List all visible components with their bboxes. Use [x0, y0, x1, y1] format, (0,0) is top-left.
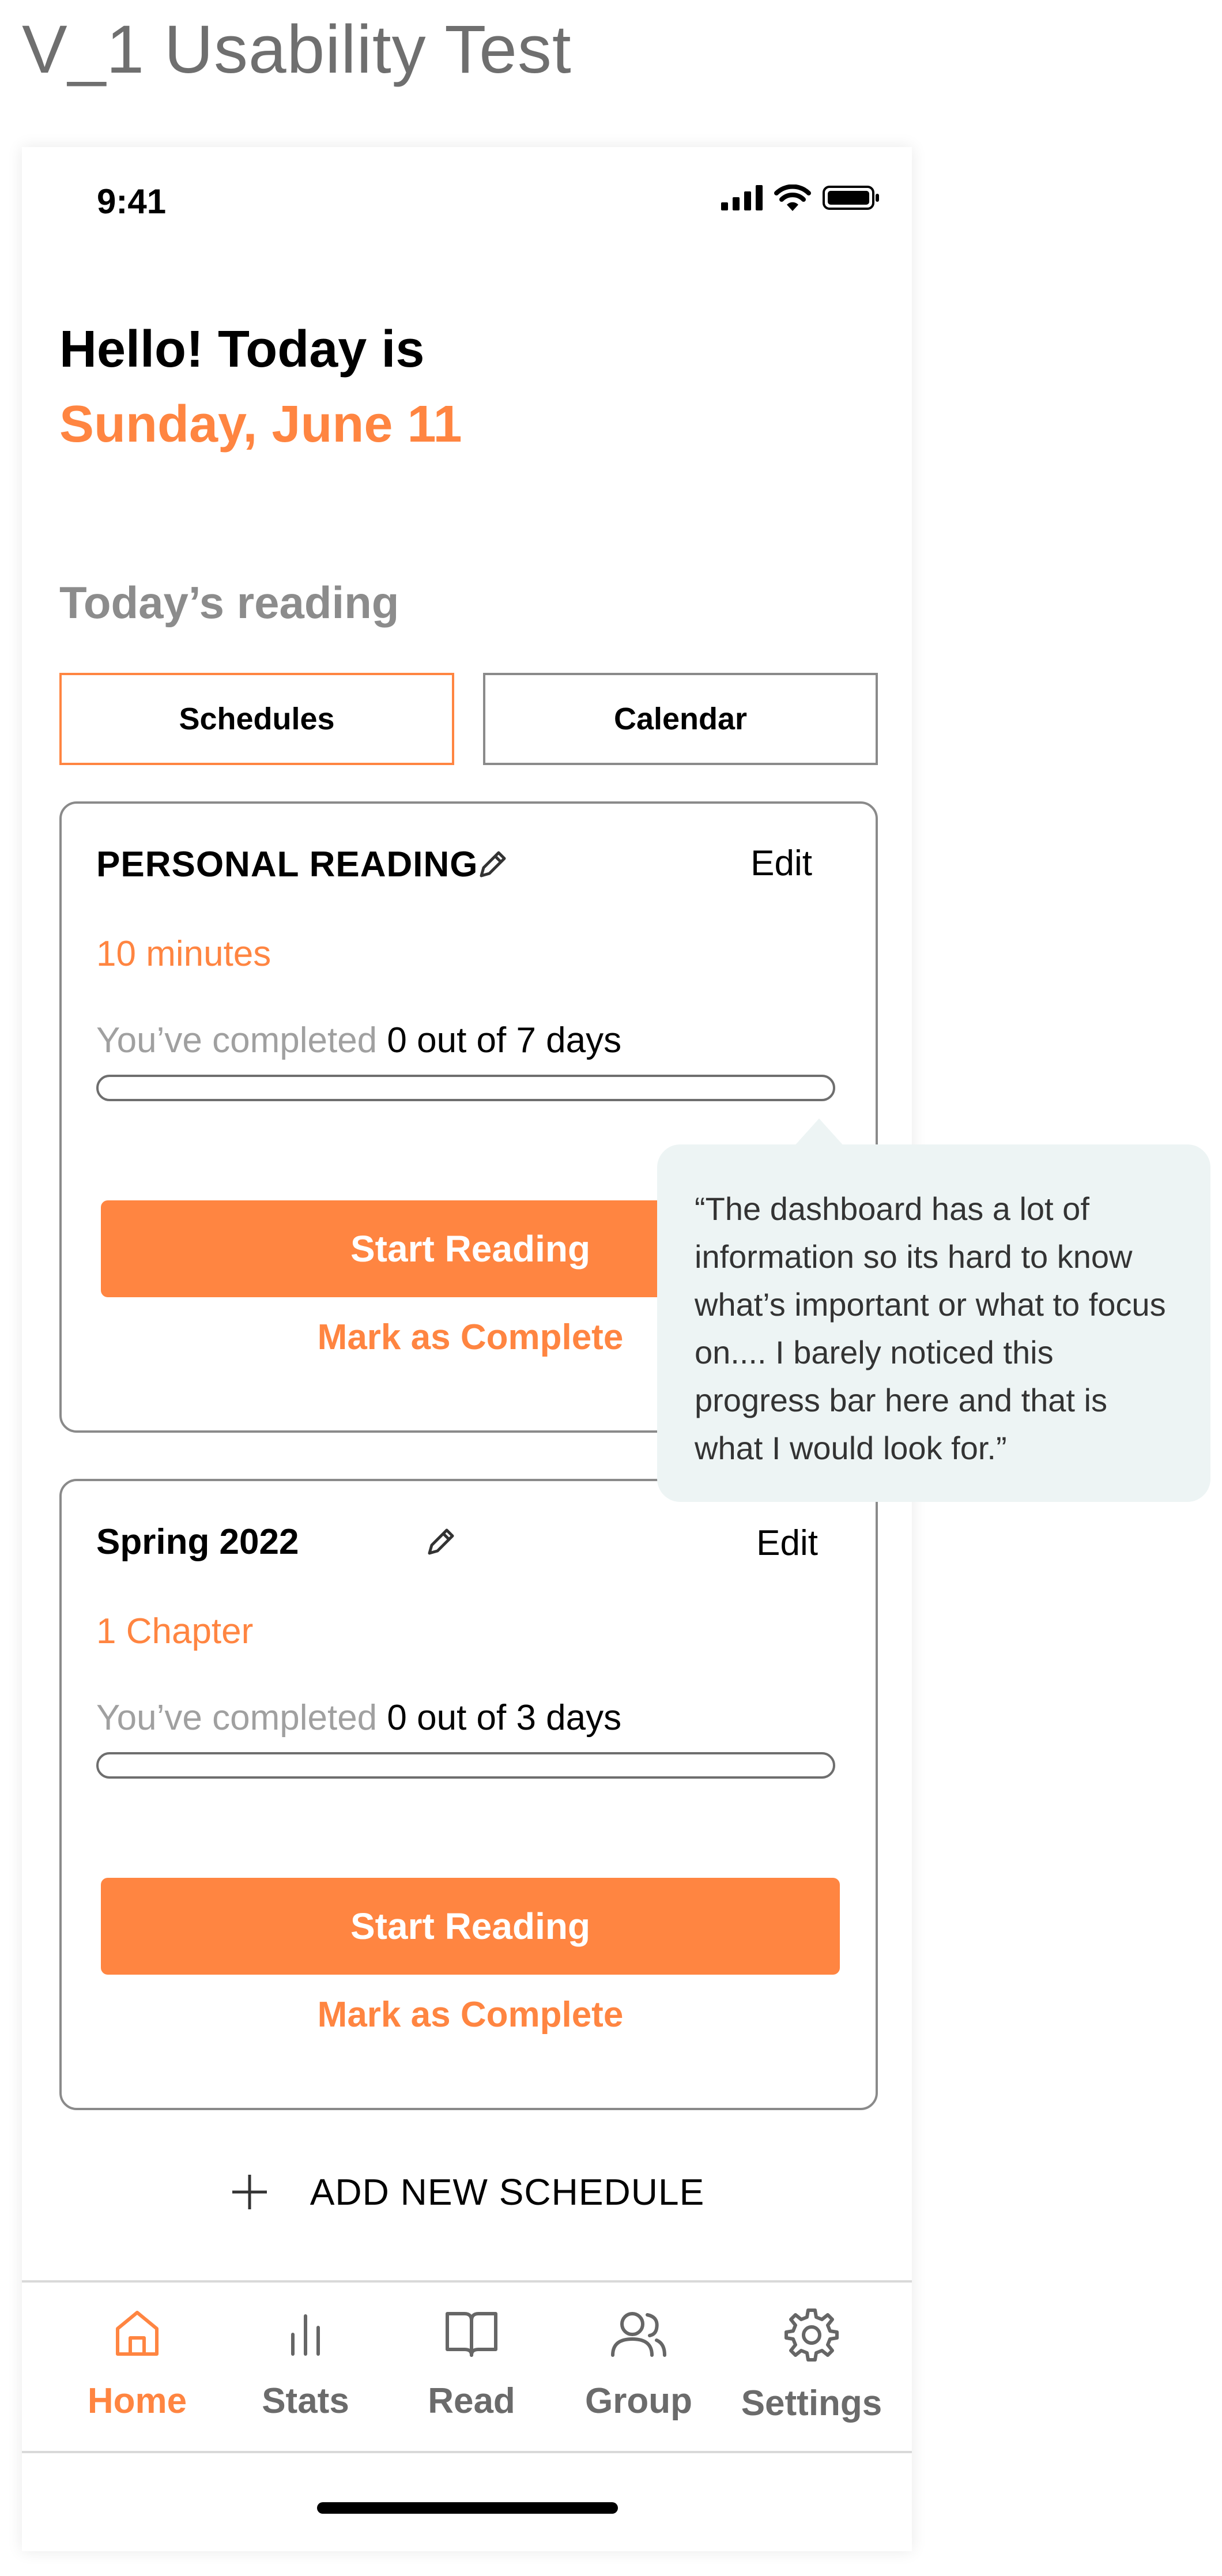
reading-amount: 1 Chapter [96, 1611, 254, 1651]
progress-value: 0 out of 3 days [387, 1698, 622, 1738]
status-icons [721, 184, 880, 211]
battery-icon [823, 184, 880, 211]
group-icon [607, 2306, 670, 2361]
schedule-card [59, 1479, 878, 2110]
progress-prefix: You’ve completed [96, 1698, 378, 1738]
mark-complete-button[interactable]: Mark as Complete [317, 1995, 624, 2035]
edit-button[interactable]: Edit [756, 1523, 818, 1563]
tab-settings[interactable] [742, 2306, 881, 2424]
progress-text [96, 1020, 621, 1061]
book-icon [443, 2306, 500, 2361]
home-indicator [317, 2502, 618, 2514]
start-reading-button[interactable]: Start Reading [101, 1200, 840, 1297]
tab-label: Read [428, 2381, 515, 2421]
add-schedule-label: ADD NEW SCHEDULE [310, 2171, 705, 2213]
tab-home[interactable] [68, 2306, 206, 2421]
callout-pointer [793, 1118, 845, 1147]
schedule-title: PERSONAL READING [96, 845, 478, 884]
signal-icon [721, 185, 763, 210]
tab-read[interactable] [402, 2306, 541, 2421]
status-time: 9:41 [97, 182, 167, 221]
tab-calendar[interactable]: Calendar [483, 673, 878, 765]
edit-button[interactable]: Edit [750, 843, 812, 883]
gear-icon [783, 2306, 840, 2363]
tab-label: Home [87, 2381, 187, 2421]
pencil-icon[interactable] [424, 1524, 458, 1559]
pencil-icon[interactable] [476, 847, 510, 882]
stats-icon [278, 2306, 333, 2361]
tab-label: Group [585, 2381, 692, 2421]
progress-value: 0 out of 7 days [387, 1020, 622, 1060]
callout-quote: “The dashboard has a lot of information so its hard to know what’s important or what to focus on.... I barely noticed this progress bar here and that is what I would look for.” [695, 1191, 1166, 1466]
progress-prefix: You’ve completed [96, 1020, 378, 1060]
schedule-title: Spring 2022 [96, 1522, 299, 1562]
greeting-text: Hello! Today is [59, 321, 425, 378]
plus-icon [229, 2172, 270, 2212]
tab-label: Stats [262, 2381, 349, 2421]
today-date: Sunday, June 11 [59, 396, 462, 453]
tab-label: Settings [741, 2383, 882, 2423]
home-icon [110, 2306, 165, 2361]
tab-schedules[interactable]: Schedules [59, 673, 454, 765]
tab-group[interactable] [569, 2306, 708, 2421]
page-title: V_1 Usability Test [22, 12, 572, 88]
bottom-tab-bar [22, 2280, 912, 2453]
start-reading-button[interactable]: Start Reading [101, 1878, 840, 1975]
progress-bar [96, 1075, 835, 1101]
section-label: Today’s reading [59, 577, 399, 628]
usability-callout [657, 1144, 1210, 1502]
wifi-icon [774, 184, 811, 211]
add-schedule-button[interactable] [22, 2171, 912, 2213]
progress-bar [96, 1752, 835, 1779]
reading-amount: 10 minutes [96, 934, 271, 974]
mark-complete-button[interactable]: Mark as Complete [317, 1317, 624, 1357]
progress-text [96, 1697, 621, 1738]
tab-stats[interactable] [236, 2306, 375, 2421]
